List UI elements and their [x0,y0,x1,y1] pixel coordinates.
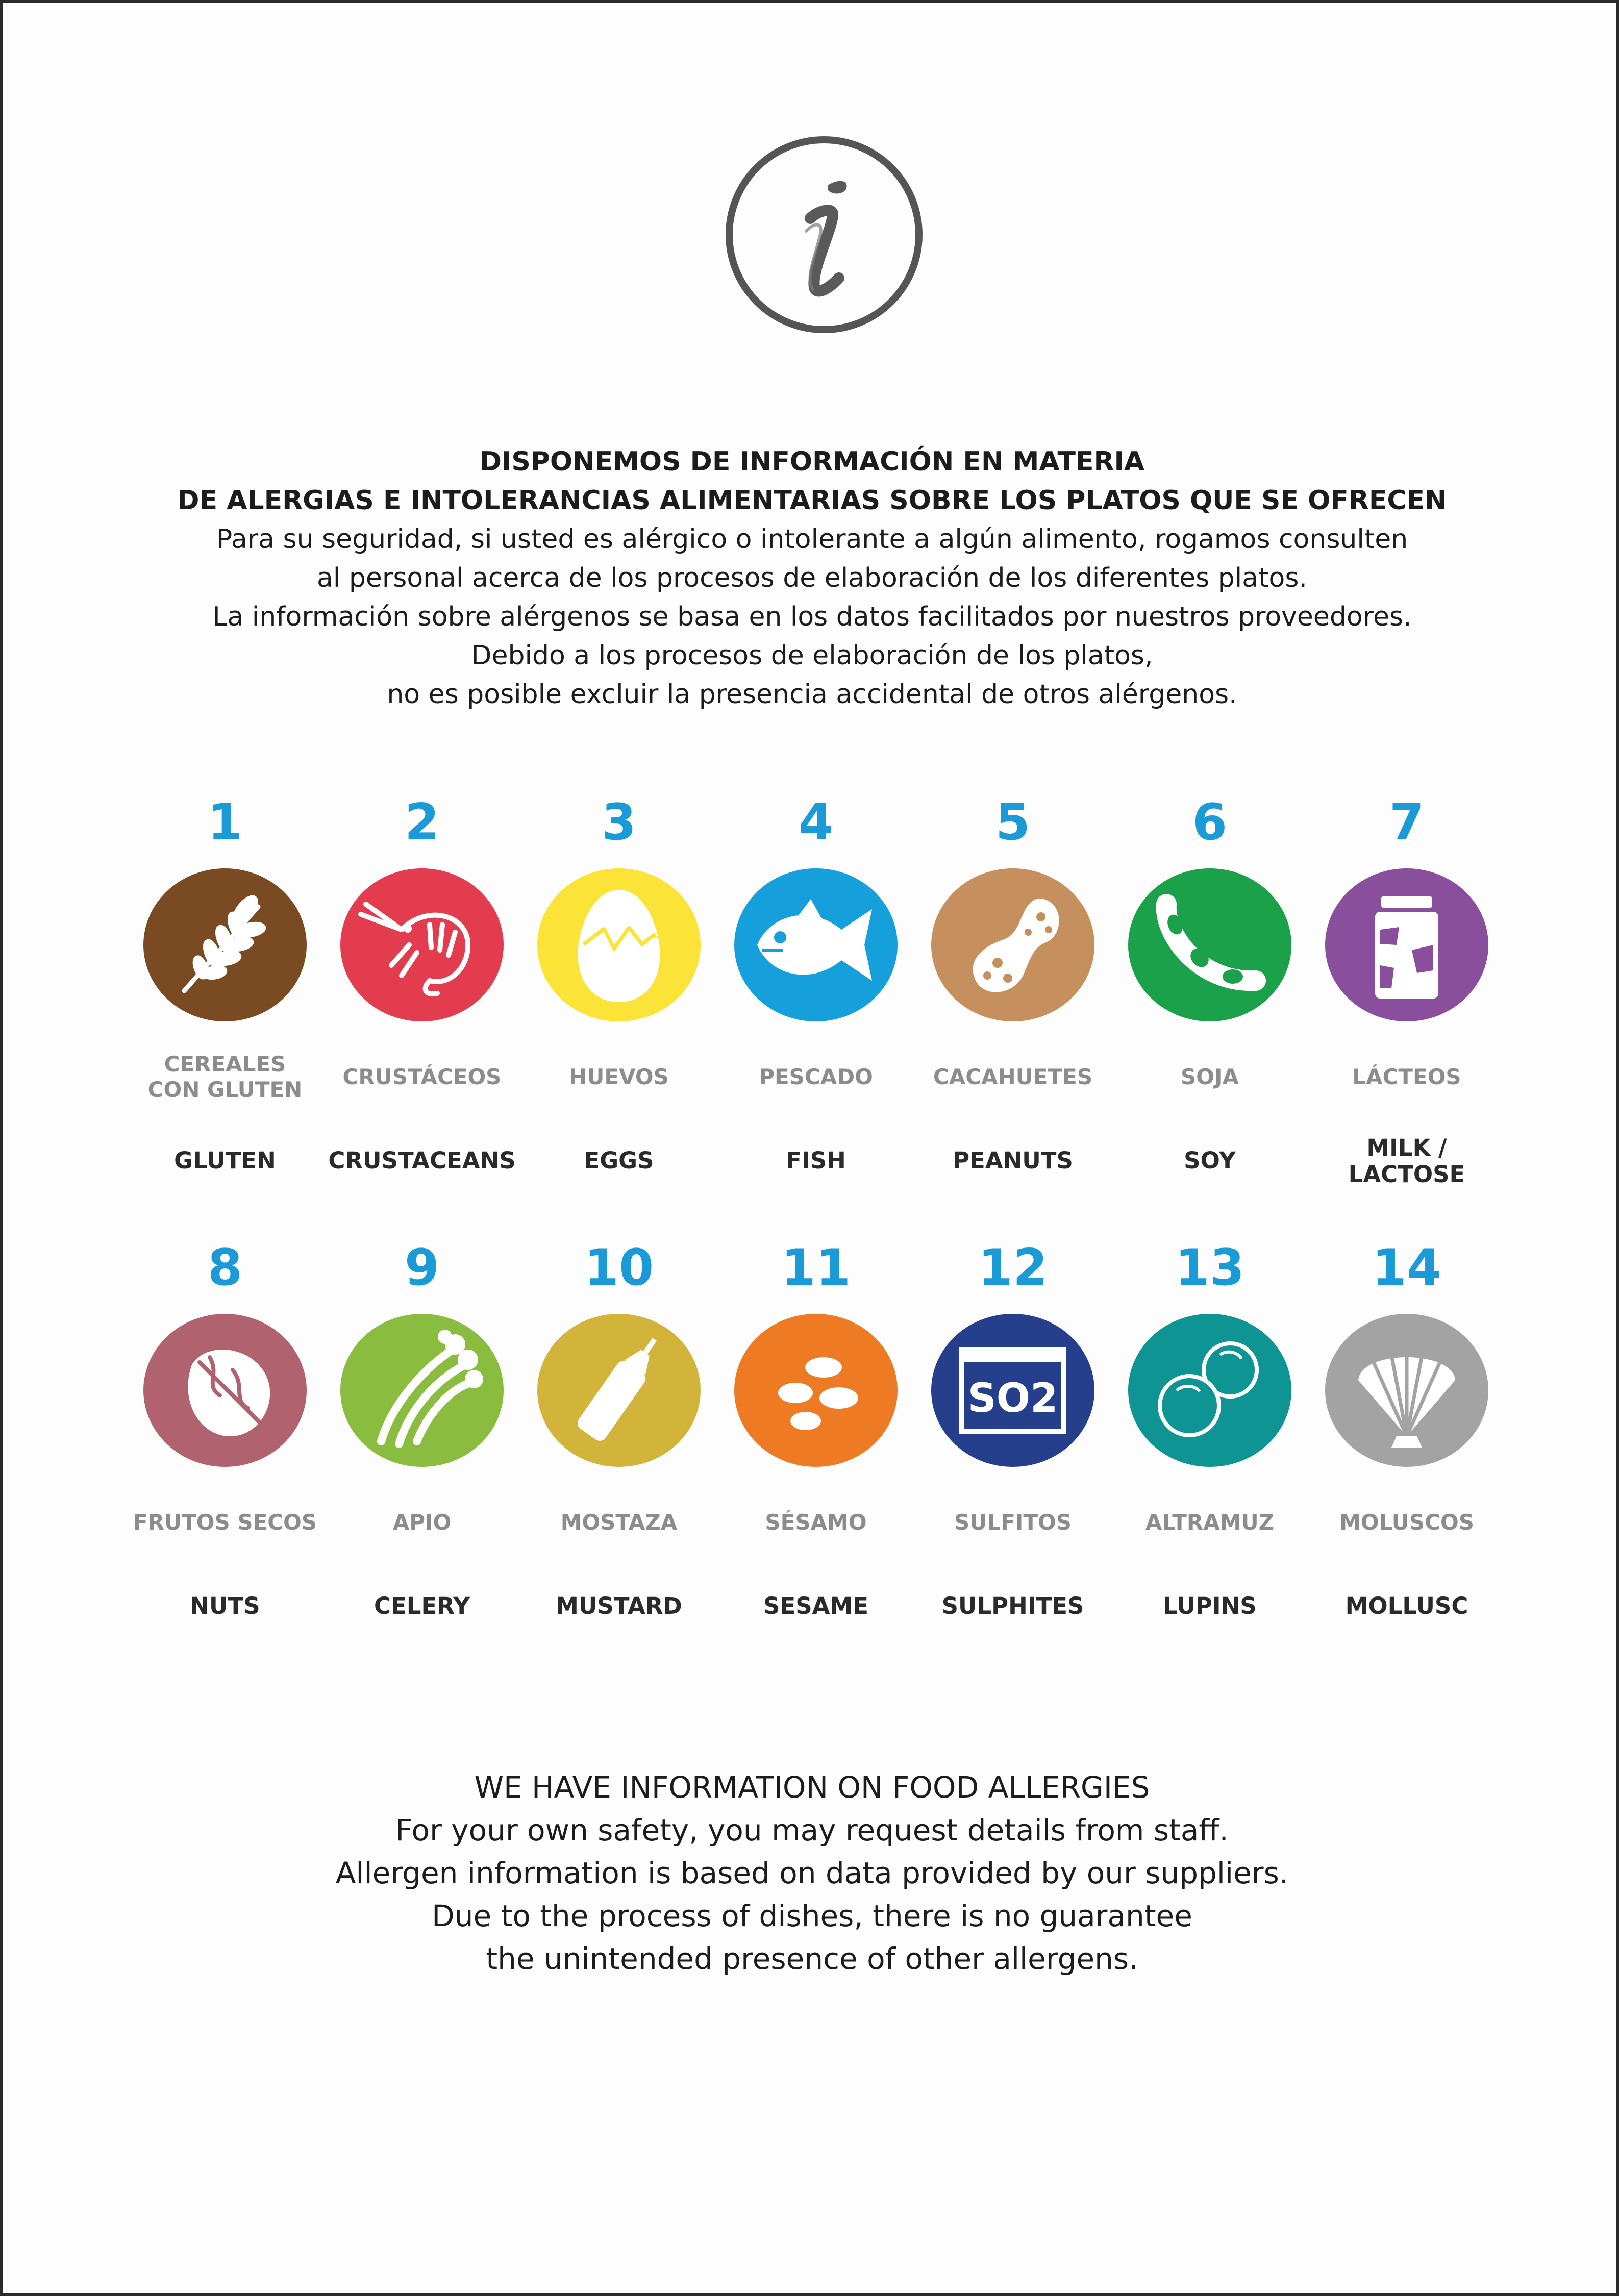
celery-icon [340,1314,504,1467]
allergen-name-es: CACAHUETES [933,1064,1093,1089]
english-heading: WE HAVE INFORMATION ON FOOD ALLERGIES [474,1770,1150,1805]
allergen-name-en: SESAME [763,1592,868,1619]
allergen-number: 14 [1372,1239,1442,1297]
spanish-text-3: La información sobre alérgenos se basa en los datos facilitados por nuestros proveedores. [212,602,1412,632]
allergen-number: 12 [978,1239,1048,1297]
allergen-name-es: FRUTOS SECOS [133,1510,317,1535]
allergen-name-es [121,1052,329,1103]
allergen-nuts [127,1237,323,1625]
allergen-name-en: GLUTEN [174,1147,276,1174]
walnut-icon [143,1314,307,1467]
allergen-mollusc [1308,1237,1505,1625]
allergen-milk [1308,792,1505,1188]
english-notice [3,1766,1619,1980]
allergen-number: 1 [207,793,243,852]
soybean-icon [1128,868,1291,1021]
spanish-text-5: no es posible excluir la presencia accidental de otros alérgenos. [387,679,1237,710]
allergen-number: 9 [404,1239,440,1297]
allergen-lupins [1111,1237,1308,1625]
allergen-name-es: SÉSAMO [765,1510,867,1535]
allergen-name-en: CELERY [374,1592,470,1619]
allergen-name-en: MUSTARD [556,1592,682,1619]
so2-label: SO2 [967,1376,1058,1421]
spanish-heading-1: DISPONEMOS DE INFORMACIÓN EN MATERIA [479,446,1145,477]
lupin-icon [1128,1314,1291,1467]
allergen-gluten [127,792,323,1180]
allergen-eggs [520,792,717,1180]
allergen-name-en: MOLLUSC [1345,1592,1468,1619]
allergen-sesame [717,1237,914,1625]
allergen-number: 3 [601,793,637,852]
allergen-number: 2 [404,793,440,852]
allergen-name-en: CRUSTACEANS [328,1147,516,1174]
mustard-bottle-icon [537,1314,701,1467]
english-text-1: For your own safety, you may request details from staff. [395,1813,1229,1848]
spanish-text-1: Para su seguridad, si usted es alérgico o intolerante a algún alimento, rogamos consulten [216,524,1408,555]
allergen-name-es: SULFITOS [954,1510,1072,1535]
allergen-number: 7 [1389,793,1425,852]
allergen-name-en: SULPHITES [941,1592,1084,1619]
egg-icon [537,868,701,1021]
allergen-name-en: PEANUTS [953,1147,1073,1174]
allergen-name-en: LUPINS [1163,1592,1257,1619]
allergen-name-es-line-1: CEREALES [164,1052,286,1077]
allergen-name-es-line-2: CON GLUTEN [147,1077,303,1102]
english-text-2: Allergen information is based on data provided by our suppliers. [335,1856,1289,1890]
english-text-4: the unintended presence of other allergens. [486,1941,1138,1976]
allergen-name-es: SOJA [1180,1064,1239,1089]
info-icon [724,134,925,335]
allergen-peanuts [914,792,1111,1180]
allergen-soy [1111,792,1308,1180]
allergen-name-es: MOSTAZA [560,1510,678,1535]
allergen-name-en-line-1: MILK / [1366,1134,1447,1161]
allergen-number: 6 [1192,793,1228,852]
shrimp-icon [340,868,504,1021]
sesame-seeds-icon [734,1314,898,1467]
spanish-notice [3,442,1619,714]
allergen-name-es: ALTRAMUZ [1145,1510,1275,1535]
allergen-name-es: CRUSTÁCEOS [342,1064,502,1089]
allergen-mustard [520,1237,717,1625]
allergen-name-en: SOY [1184,1147,1236,1174]
allergen-name-en-line-2: LACTOSE [1348,1161,1465,1188]
peanut-icon [931,868,1094,1021]
english-text-3: Due to the process of dishes, there is no guarantee [432,1899,1192,1933]
allergen-name-en: NUTS [190,1592,260,1619]
allergen-name-es: MOLUSCOS [1339,1510,1474,1535]
allergen-name-en: EGGS [584,1147,654,1174]
spanish-heading-2: DE ALERGIAS E INTOLERANCIAS ALIMENTARIAS SOBRE LOS PLATOS QUE SE OFRECEN [177,485,1447,516]
allergen-name-en [1303,1135,1510,1188]
allergen-name-en: FISH [786,1147,846,1174]
allergen-number: 10 [584,1239,654,1297]
allergen-number: 8 [207,1239,243,1297]
allergen-name-es: LÁCTEOS [1352,1064,1461,1089]
spanish-text-2: al personal acerca de los procesos de elaboración de los diferentes platos. [317,563,1307,593]
allergen-sulphites [914,1237,1111,1625]
allergen-number: 5 [995,793,1031,852]
allergen-name-es: APIO [392,1510,452,1535]
allergen-fish [717,792,914,1180]
allergen-name-es: PESCADO [759,1064,873,1089]
allergen-number: 11 [781,1239,851,1297]
spanish-text-4: Debido a los procesos de elaboración de los platos, [471,640,1153,671]
allergen-number: 4 [798,793,834,852]
milk-jar-icon [1325,868,1488,1021]
allergen-crustaceans [323,792,520,1180]
fish-icon [734,868,898,1021]
wheat-icon [143,868,307,1021]
allergen-name-es: HUEVOS [569,1064,669,1089]
allergen-celery [323,1237,520,1625]
shell-icon [1325,1314,1488,1467]
so2-icon [931,1314,1094,1467]
allergen-number: 13 [1175,1239,1245,1297]
